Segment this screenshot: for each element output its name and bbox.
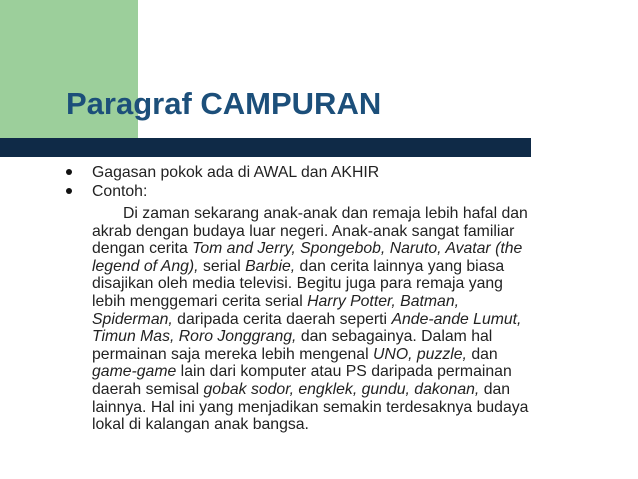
text-run: akrab dengan budaya luar negeri. Anak-anak sangat familiar [92,222,515,240]
text-run: daerah semisal [92,380,204,398]
title-underline-bar [0,138,531,157]
italic-text-run: gobak sodor, engklek, gundu, dakonan, [203,380,480,398]
paragraph-line [92,240,592,258]
text-run: dan cerita lainnya yang biasa [295,257,505,275]
italic-text-run: Tom and Jerry, Spongebob, Naruto, Avatar (the [192,240,523,258]
paragraph-line [92,275,592,293]
bullet-list [62,163,602,201]
italic-text-run: Harry Potter, Batman, [307,292,459,310]
paragraph-line [92,205,592,223]
italic-text-run: UNO, puzzle, [373,345,467,363]
text-run: permainan saja mereka lebih mengenal [92,345,373,363]
text-run: Di zaman sekarang anak-anak dan remaja lebih hafal dan [123,205,528,222]
paragraph-line [92,258,592,276]
paragraph-line [92,328,592,346]
text-run: dan [466,345,498,363]
bullet-dot-icon [66,188,72,194]
italic-text-run: Ande-ande Lumut, [391,310,522,328]
paragraph-line [92,416,592,434]
text-run: lebih menggemari cerita serial [92,292,308,310]
text-run: lokal di kalangan anak bangsa. [92,416,309,434]
paragraph-line [92,293,592,311]
text-run: lain dari komputer atau PS daripada permainan [176,363,512,381]
bullet-text: Contoh: [92,183,148,200]
text-run: lainnya. Hal ini yang menjadikan semakin terdesaknya budaya [92,398,529,416]
paragraph-line [92,223,592,241]
text-run: disajikan oleh media televisi. Begitu juga para remaja yang [92,275,503,293]
paragraph-line [92,363,592,381]
italic-text-run: Timun Mas, Roro Jonggrang, [92,328,297,346]
text-run: daripada cerita daerah seperti [172,310,392,328]
italic-text-run: legend of Ang), [92,257,199,275]
bullet-item [62,182,602,201]
example-paragraph [92,205,592,434]
paragraph-line [92,311,592,329]
text-run: dan sebagainya. Dalam hal [296,328,493,346]
text-run: serial [198,257,246,275]
text-run: dengan cerita [92,240,193,258]
paragraph-line [92,399,592,417]
text-run: dan [479,380,511,398]
paragraph-line [92,381,592,399]
bullet-item [62,163,602,182]
paragraph-line [92,346,592,364]
italic-text-run: game-game [92,363,177,381]
italic-text-run: Spiderman, [92,310,173,328]
bullet-dot-icon [66,169,72,175]
italic-text-run: Barbie, [245,257,296,275]
green-accent-panel [0,0,138,152]
slide-title: Paragraf CAMPURAN [66,86,382,121]
bullet-text: Gagasan pokok ada di AWAL dan AKHIR [92,164,380,181]
